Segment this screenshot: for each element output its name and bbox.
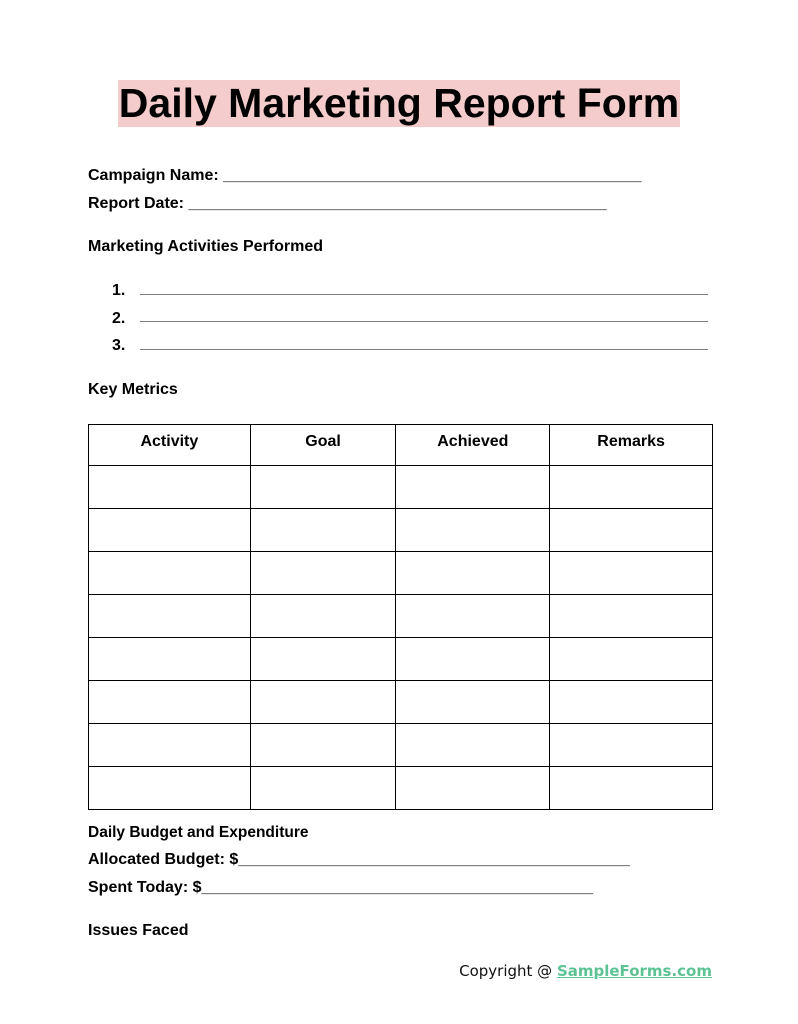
table-row	[89, 724, 713, 767]
cell-activity[interactable]	[89, 767, 251, 810]
column-header-goal: Goal	[250, 425, 396, 466]
page-title: Daily Marketing Report Form	[118, 80, 680, 126]
cell-achieved[interactable]	[396, 638, 550, 681]
activity-item-number: 2.	[112, 310, 126, 327]
cell-activity[interactable]	[89, 595, 251, 638]
sampleforms-link[interactable]: SampleForms.com	[556, 962, 712, 980]
campaign-name-field[interactable]: Campaign Name: _______________________________________________	[88, 167, 642, 184]
cell-remarks[interactable]	[550, 638, 713, 681]
table-row	[89, 466, 713, 509]
cell-activity[interactable]	[89, 509, 251, 552]
cell-activity[interactable]	[89, 638, 251, 681]
cell-goal[interactable]	[250, 638, 396, 681]
activity-item-number: 1.	[112, 282, 126, 299]
cell-goal[interactable]	[250, 509, 396, 552]
cell-achieved[interactable]	[396, 466, 550, 509]
key-metrics-table	[88, 424, 713, 810]
table-row	[89, 638, 713, 681]
cell-goal[interactable]	[250, 552, 396, 595]
cell-goal[interactable]	[250, 466, 396, 509]
cell-remarks[interactable]	[550, 509, 713, 552]
column-header-activity: Activity	[89, 425, 251, 466]
table-header-row	[89, 425, 713, 466]
allocated-budget-field[interactable]: Allocated Budget: $____________________________________________	[88, 851, 630, 868]
cell-goal[interactable]	[250, 767, 396, 810]
cell-achieved[interactable]	[396, 595, 550, 638]
cell-achieved[interactable]	[396, 509, 550, 552]
spent-today-field[interactable]: Spent Today: $____________________________________________	[88, 879, 594, 896]
cell-activity[interactable]	[89, 681, 251, 724]
cell-achieved[interactable]	[396, 767, 550, 810]
activity-line-3[interactable]	[140, 349, 708, 350]
cell-remarks[interactable]	[550, 466, 713, 509]
activity-line-2[interactable]	[140, 321, 708, 322]
table-row	[89, 552, 713, 595]
column-header-remarks: Remarks	[550, 425, 713, 466]
cell-remarks[interactable]	[550, 724, 713, 767]
column-header-achieved: Achieved	[396, 425, 550, 466]
cell-achieved[interactable]	[396, 552, 550, 595]
copyright-prefix: Copyright @	[459, 962, 557, 980]
cell-goal[interactable]	[250, 681, 396, 724]
cell-remarks[interactable]	[550, 767, 713, 810]
activity-item-number: 3.	[112, 337, 126, 354]
table-row	[89, 767, 713, 810]
cell-goal[interactable]	[250, 724, 396, 767]
cell-activity[interactable]	[89, 552, 251, 595]
issues-heading: Issues Faced	[88, 922, 189, 939]
copyright-footer	[459, 961, 712, 981]
activities-heading: Marketing Activities Performed	[88, 238, 324, 255]
key-metrics-heading: Key Metrics	[88, 381, 178, 398]
cell-achieved[interactable]	[396, 724, 550, 767]
table-row	[89, 681, 713, 724]
cell-activity[interactable]	[89, 724, 251, 767]
cell-activity[interactable]	[89, 466, 251, 509]
cell-remarks[interactable]	[550, 552, 713, 595]
table-row	[89, 595, 713, 638]
report-date-field[interactable]: Report Date: _______________________________________________	[88, 195, 607, 212]
table-row	[89, 509, 713, 552]
cell-remarks[interactable]	[550, 681, 713, 724]
cell-achieved[interactable]	[396, 681, 550, 724]
activity-line-1[interactable]	[140, 294, 708, 295]
cell-remarks[interactable]	[550, 595, 713, 638]
title-container	[0, 80, 798, 127]
cell-goal[interactable]	[250, 595, 396, 638]
budget-heading: Daily Budget and Expenditure	[88, 824, 309, 841]
